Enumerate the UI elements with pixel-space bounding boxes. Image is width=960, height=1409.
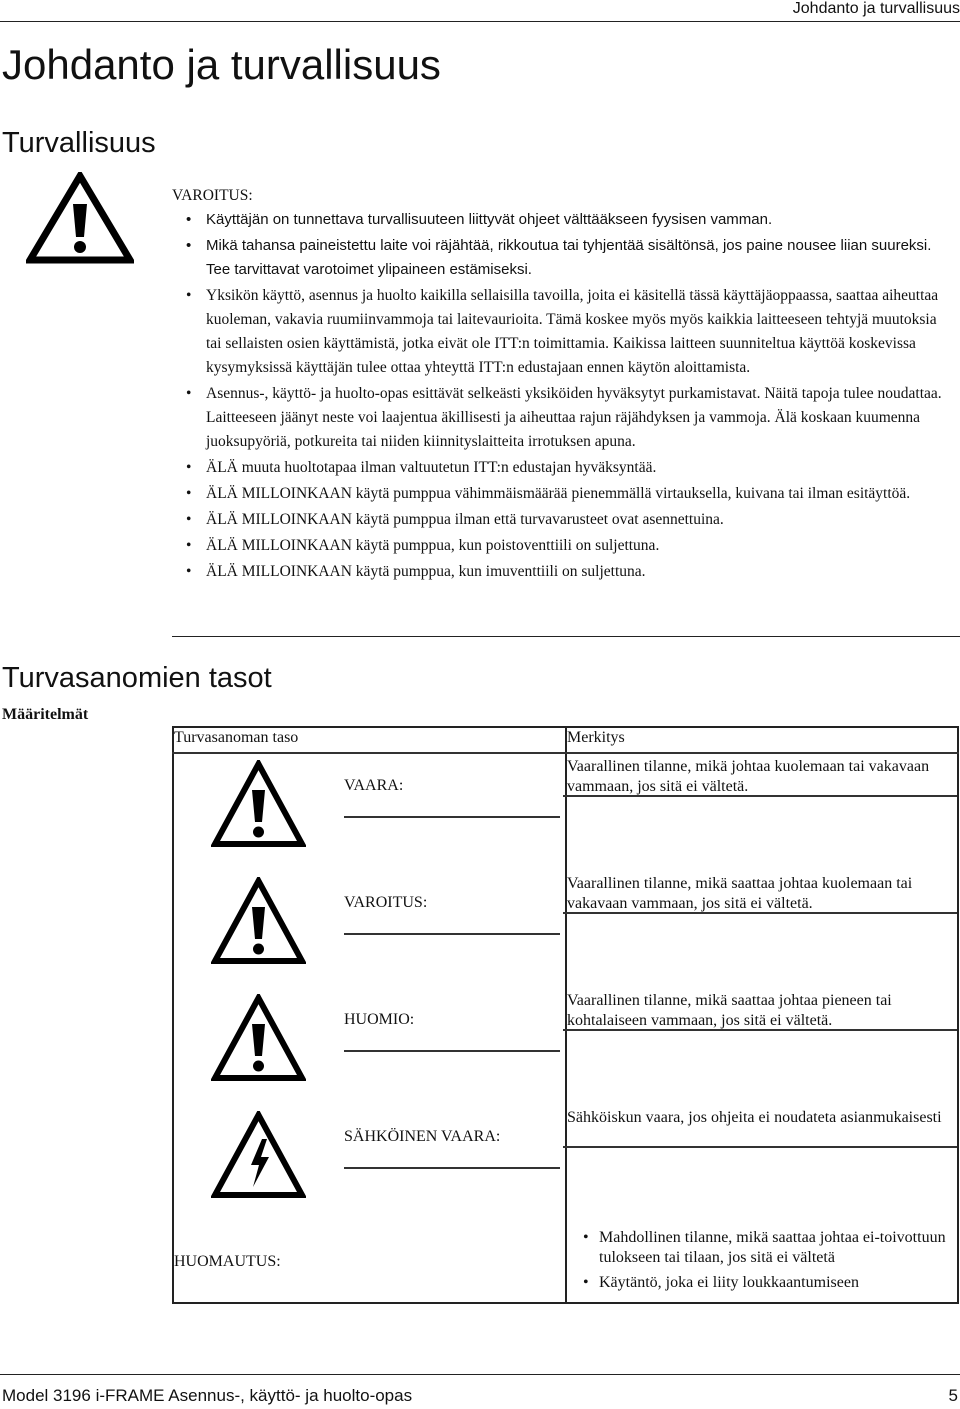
list-item: • ÄLÄ MILLOINKAAN käytä pumppua vähimmäismäärää pienemmällä virtauksella, kuivana tai ilman esitäyttöä. — [172, 482, 954, 506]
safety-levels-table — [172, 726, 959, 1304]
footer-rule — [0, 1374, 960, 1375]
section-title-safety: Turvallisuus — [2, 127, 156, 159]
list-item: • ÄLÄ MILLOINKAAN käytä pumppua, kun poistoventtiili on suljettuna. — [172, 534, 954, 558]
header-rule — [0, 21, 960, 22]
level-meaning-danger: Vaarallinen tilanne, mikä johtaa kuolemaan tai vakavaan vammaan, jos sitä ei vältetä. — [563, 754, 957, 797]
level-label-danger: VAARA: — [344, 776, 560, 818]
list-item: • Käytäntö, joka ei liity loukkaantumiseen — [567, 1273, 957, 1293]
warning-triangle-icon — [211, 994, 306, 1082]
warning-triangle-icon — [211, 760, 306, 848]
list-item: • ÄLÄ muuta huoltotapaa ilman valtuutetun ITT:n edustajan hyväksyntää. — [172, 456, 954, 480]
running-header: Johdanto ja turvallisuus — [792, 0, 960, 17]
table-row — [173, 753, 958, 871]
warning-list — [172, 208, 954, 584]
list-item: • Käyttäjän on tunnettava turvallisuuteen liittyvät ohjeet välttääkseen fyysisen vamman. — [172, 208, 954, 232]
level-meaning-warning: Vaarallinen tilanne, mikä saattaa johtaa kuolemaan tai vakavaan vammaan, jos sitä ei vältetä. — [563, 871, 957, 914]
section-title-levels: Turvasanomien tasot — [2, 662, 272, 694]
level-label-note: HUOMAUTUS: — [174, 1253, 281, 1270]
table-row-note — [173, 1222, 958, 1303]
level-label-caution: HUOMIO: — [344, 1010, 560, 1052]
level-label-electrical: SÄHKÖINEN VAARA: — [344, 1127, 560, 1169]
column-header-level: Turvasanoman taso — [173, 727, 566, 753]
warning-triangle-icon — [26, 172, 134, 264]
level-meaning-electrical: Sähköiskun vaara, jos ohjeita ei noudateta asianmukaisesti — [563, 1105, 957, 1148]
table-row — [173, 988, 958, 1105]
list-item: • ÄLÄ MILLOINKAAN käytä pumppua ilman että turvavarusteet ovat asennettuina. — [172, 508, 954, 532]
section-divider — [172, 636, 960, 637]
table-header-row — [173, 727, 958, 753]
list-item: • Yksikön käyttö, asennus ja huolto kaikilla sellaisilla tavoilla, joita ei käsitellä tässä käyttäjäoppaassa, saattaa aiheuttaa kuoleman, vakavia ruumiinvammoja tai laitevaurioita. Tämä koskee myös myös kaikkia laitteeseen tehtyjä muutoksia tai sellaisten osien käyttämistä, jotka eivät ole ITT:n toimittamia. Kaikissa laitteen suunniteltua käyttöä koskevissa kysymyksissä käyttäjän tulee ottaa yhteyttä ITT:n edustajaan ennen käytön aloittamista. — [172, 284, 954, 380]
electrical-hazard-icon — [211, 1111, 306, 1199]
list-item: • Mikä tahansa paineistettu laite voi räjähtää, rikkoutua tai tyhjentää sisältönsä, jos paine nousee liian suureksi. Tee tarvittavat varotoimet ylipaineen estämiseksi. — [172, 234, 954, 282]
list-item: • Asennus-, käyttö- ja huolto-opas esittävät selkeästi yksiköiden hyväksytyt purkamistavat. Näitä tapoja tulee noudattaa. Laitteeseen jäänyt neste voi laajentua äkillisesti ja aiheuttaa rajun räjähdyksen ja vammoja. Älä koskaan kuumenna juoksupyöriä, potkureita tai niiden kiinnityslaitteita irrotuksen apuna. — [172, 382, 954, 454]
footer-page-number: 5 — [948, 1386, 958, 1405]
list-item: • ÄLÄ MILLOINKAAN käytä pumppua, kun imuventtiili on suljettuna. — [172, 560, 954, 584]
list-item: • Mahdollinen tilanne, mikä saattaa johtaa ei-toivottuun tulokseen tai tilaan, jos sitä ei vältetä — [567, 1228, 957, 1268]
warning-label: VAROITUS: — [172, 187, 253, 204]
table-row — [173, 871, 958, 988]
level-label-warning: VAROITUS: — [344, 893, 560, 935]
safety-warning-block — [172, 184, 954, 586]
table-row — [173, 1105, 958, 1222]
column-header-meaning: Merkitys — [566, 727, 958, 753]
page-title: Johdanto ja turvallisuus — [2, 41, 441, 88]
warning-triangle-icon — [211, 877, 306, 965]
subsection-definitions: Määritelmät — [2, 706, 89, 723]
note-list — [567, 1228, 957, 1293]
level-meaning-caution: Vaarallinen tilanne, mikä saattaa johtaa pieneen tai kohtalaiseen vammaan, jos sitä ei vältetä. — [563, 988, 957, 1031]
footer-manual-title: Model 3196 i-FRAME Asennus-, käyttö- ja huolto-opas — [2, 1386, 413, 1405]
